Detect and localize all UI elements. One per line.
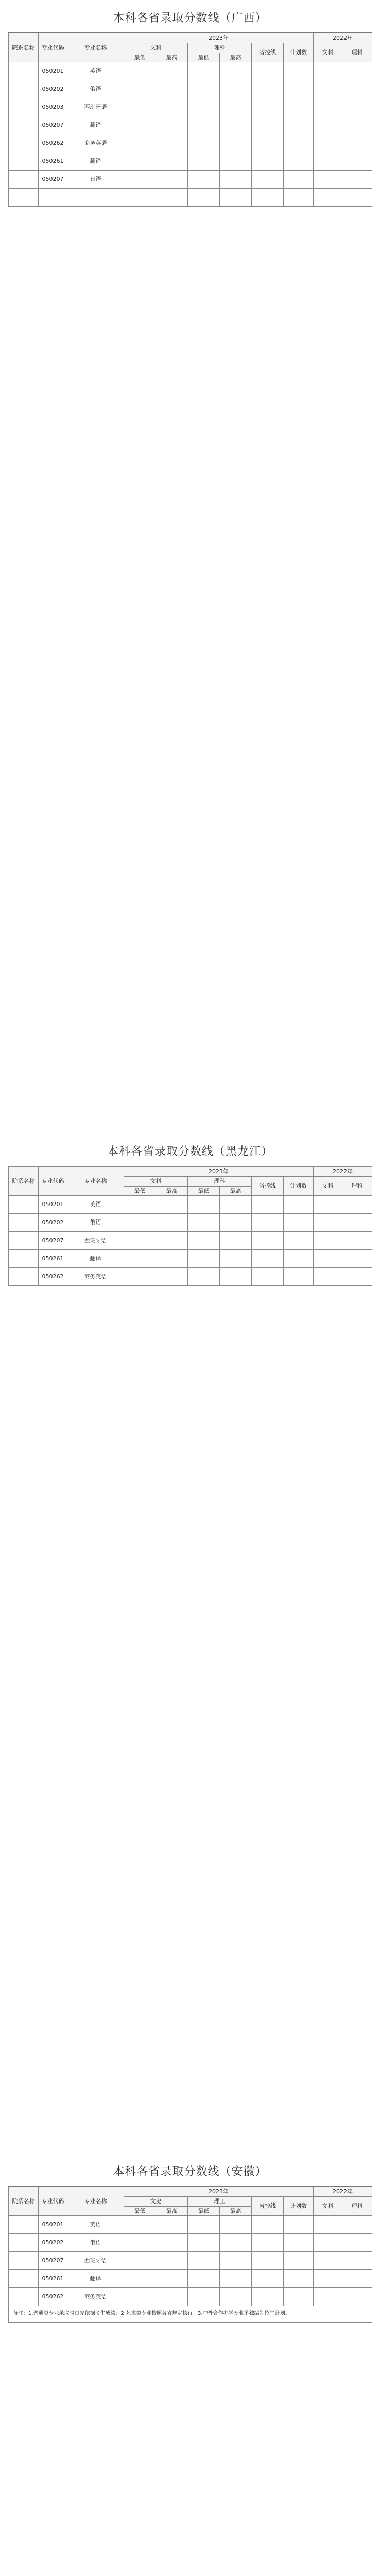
table-row xyxy=(9,171,372,189)
header-college: 院系名称 xyxy=(9,1167,39,1196)
score-cell xyxy=(252,1268,284,1286)
table-row xyxy=(9,80,372,98)
score-cell xyxy=(252,152,284,171)
score-cell xyxy=(156,2270,188,2288)
major-cell: 西班牙语 xyxy=(67,1232,124,1250)
header-li-highest: 最高 xyxy=(220,53,252,62)
document-anhui xyxy=(0,2154,380,2323)
header-wen-highest: 最高 xyxy=(156,1186,188,1196)
empty-cell xyxy=(342,2234,372,2252)
score-cell xyxy=(188,1214,220,1232)
score-cell xyxy=(188,189,220,207)
major-cell: 商务英语 xyxy=(67,1268,124,1286)
score-cell xyxy=(124,2216,156,2234)
score-cell xyxy=(188,2234,220,2252)
score-cell xyxy=(124,189,156,207)
college-cell xyxy=(9,2234,39,2252)
table-row xyxy=(9,2216,372,2234)
major-cell: 商务英语 xyxy=(67,2288,124,2306)
empty-cell xyxy=(342,189,372,207)
score-cell xyxy=(156,98,188,116)
score-cell xyxy=(284,62,314,80)
header-year-main: 2023年 xyxy=(124,1167,314,1177)
major-cell: 英语 xyxy=(67,1196,124,1214)
score-cell xyxy=(220,2288,252,2306)
score-cell xyxy=(220,62,252,80)
major-cell: 翻译 xyxy=(67,1250,124,1268)
score-cell xyxy=(188,2216,220,2234)
score-table xyxy=(8,1166,372,1286)
empty-cell xyxy=(342,1196,372,1214)
header-li-highest: 最高 xyxy=(220,2206,252,2216)
empty-cell xyxy=(342,116,372,134)
score-cell xyxy=(124,80,156,98)
header-li-lowest: 最低 xyxy=(188,1186,220,1196)
score-cell xyxy=(284,1196,314,1214)
header-control: 省控线 xyxy=(252,2196,284,2216)
header-plan: 计划数 xyxy=(284,43,314,62)
score-cell xyxy=(252,2234,284,2252)
empty-cell xyxy=(342,1214,372,1232)
score-cell xyxy=(220,1250,252,1268)
score-cell xyxy=(314,171,342,189)
empty-cell xyxy=(342,171,372,189)
major-cell: 西班牙语 xyxy=(67,98,124,116)
code-cell: 050203 xyxy=(39,98,67,116)
major-cell: 商务英语 xyxy=(67,134,124,152)
header-wen-lowest: 最低 xyxy=(124,2206,156,2216)
major-cell xyxy=(67,189,124,207)
document-guangxi xyxy=(0,0,380,207)
score-cell xyxy=(252,2216,284,2234)
score-cell xyxy=(252,1232,284,1250)
major-cell: 翻译 xyxy=(67,2270,124,2288)
score-table xyxy=(8,33,372,207)
document-title: 本科各省录取分数线（黑龙江） xyxy=(107,1145,273,1158)
major-cell: 英语 xyxy=(67,2216,124,2234)
table-row xyxy=(9,1250,372,1268)
score-cell xyxy=(124,2234,156,2252)
score-cell xyxy=(188,62,220,80)
score-cell xyxy=(252,189,284,207)
code-cell: 050262 xyxy=(39,134,67,152)
header-wen-highest: 最高 xyxy=(156,2206,188,2216)
header-prev-li: 理科 xyxy=(342,1176,372,1196)
header-college: 院系名称 xyxy=(9,2187,39,2216)
score-cell xyxy=(252,80,284,98)
header-year-prev: 2022年 xyxy=(314,33,372,43)
empty-cell xyxy=(342,152,372,171)
score-cell xyxy=(252,2252,284,2270)
header-plan: 计划数 xyxy=(284,1176,314,1196)
table-row xyxy=(9,98,372,116)
score-cell xyxy=(314,2270,342,2288)
major-cell: 俄语 xyxy=(67,1214,124,1232)
score-cell xyxy=(188,1250,220,1268)
score-cell xyxy=(284,2288,314,2306)
header-prev-li: 理科 xyxy=(342,43,372,62)
header-li: 理科 xyxy=(188,1176,252,1186)
header-plan: 计划数 xyxy=(284,2196,314,2216)
document-title: 本科各省录取分数线（广西） xyxy=(113,12,267,25)
score-cell xyxy=(220,2216,252,2234)
score-cell xyxy=(284,2252,314,2270)
score-cell xyxy=(188,134,220,152)
score-cell xyxy=(156,171,188,189)
college-cell xyxy=(9,189,39,207)
code-cell: 050261 xyxy=(39,2270,67,2288)
score-cell xyxy=(252,98,284,116)
score-cell xyxy=(188,80,220,98)
code-cell: 050261 xyxy=(39,152,67,171)
header-li-lowest: 最低 xyxy=(188,53,220,62)
score-cell xyxy=(188,152,220,171)
header-li-highest: 最高 xyxy=(220,1186,252,1196)
table-body xyxy=(9,1196,372,1286)
empty-cell xyxy=(342,1250,372,1268)
college-cell xyxy=(9,2216,39,2234)
score-cell xyxy=(124,1268,156,1286)
major-cell: 俄语 xyxy=(67,80,124,98)
college-cell xyxy=(9,1214,39,1232)
code-cell: 050207 xyxy=(39,116,67,134)
empty-cell xyxy=(342,62,372,80)
score-cell xyxy=(314,152,342,171)
score-cell xyxy=(314,1250,342,1268)
score-cell xyxy=(220,134,252,152)
score-cell xyxy=(220,2270,252,2288)
score-cell xyxy=(124,152,156,171)
major-cell: 翻译 xyxy=(67,116,124,134)
table-row xyxy=(9,2234,372,2252)
score-cell xyxy=(156,134,188,152)
score-cell xyxy=(156,1232,188,1250)
college-cell xyxy=(9,116,39,134)
major-cell: 日语 xyxy=(67,171,124,189)
score-cell xyxy=(252,116,284,134)
table-row xyxy=(9,1268,372,1286)
table-row xyxy=(9,2288,372,2306)
score-cell xyxy=(220,2252,252,2270)
score-cell xyxy=(314,116,342,134)
header-year-prev: 2022年 xyxy=(314,2187,372,2197)
code-cell: 050202 xyxy=(39,80,67,98)
header-name: 专业名称 xyxy=(67,2187,124,2216)
score-cell xyxy=(124,2288,156,2306)
college-cell xyxy=(9,134,39,152)
major-cell: 俄语 xyxy=(67,2234,124,2252)
code-cell: 050202 xyxy=(39,1214,67,1232)
college-cell xyxy=(9,2252,39,2270)
code-cell: 050202 xyxy=(39,2234,67,2252)
header-prev-li: 理科 xyxy=(342,2196,372,2216)
score-cell xyxy=(284,2270,314,2288)
header-prev-wen: 文科 xyxy=(314,1176,342,1196)
score-cell xyxy=(314,80,342,98)
header-name: 专业名称 xyxy=(67,33,124,62)
document-heilongjiang xyxy=(0,1133,380,1286)
score-cell xyxy=(124,98,156,116)
score-cell xyxy=(156,152,188,171)
score-cell xyxy=(156,2234,188,2252)
score-table xyxy=(8,2187,372,2323)
college-cell xyxy=(9,152,39,171)
score-cell xyxy=(220,116,252,134)
header-li: 理工 xyxy=(188,2196,252,2206)
code-cell: 050261 xyxy=(39,1250,67,1268)
score-cell xyxy=(188,1196,220,1214)
score-cell xyxy=(252,1250,284,1268)
score-cell xyxy=(252,134,284,152)
college-cell xyxy=(9,98,39,116)
header-code: 专业代码 xyxy=(39,2187,67,2216)
college-cell xyxy=(9,1232,39,1250)
score-cell xyxy=(124,1232,156,1250)
college-cell xyxy=(9,1268,39,1286)
score-cell xyxy=(220,80,252,98)
score-cell xyxy=(220,2234,252,2252)
header-wen: 文科 xyxy=(124,1176,188,1186)
score-cell xyxy=(314,1232,342,1250)
score-cell xyxy=(124,1196,156,1214)
score-cell xyxy=(156,116,188,134)
score-cell xyxy=(124,2252,156,2270)
score-cell xyxy=(156,1268,188,1286)
code-cell: 050207 xyxy=(39,171,67,189)
college-cell xyxy=(9,2288,39,2306)
score-table-sheet xyxy=(8,32,372,207)
score-cell xyxy=(314,2288,342,2306)
header-li: 理科 xyxy=(188,43,252,53)
score-cell xyxy=(220,1214,252,1232)
score-cell xyxy=(252,1214,284,1232)
header-wen-lowest: 最低 xyxy=(124,1186,156,1196)
score-cell xyxy=(124,116,156,134)
score-cell xyxy=(156,1214,188,1232)
empty-cell xyxy=(342,80,372,98)
score-cell xyxy=(156,2216,188,2234)
table-row xyxy=(9,1196,372,1214)
table-body xyxy=(9,62,372,207)
major-cell: 英语 xyxy=(67,62,124,80)
score-cell xyxy=(314,62,342,80)
empty-cell xyxy=(342,134,372,152)
score-cell xyxy=(124,171,156,189)
score-cell xyxy=(252,2270,284,2288)
score-cell xyxy=(188,2270,220,2288)
score-cell xyxy=(314,1214,342,1232)
table-row xyxy=(9,62,372,80)
document-title: 本科各省录取分数线（安徽） xyxy=(113,2165,267,2178)
score-cell xyxy=(220,98,252,116)
score-cell xyxy=(284,116,314,134)
code-cell xyxy=(39,189,67,207)
score-cell xyxy=(156,62,188,80)
score-cell xyxy=(124,62,156,80)
empty-cell xyxy=(342,1268,372,1286)
score-cell xyxy=(284,152,314,171)
score-cell xyxy=(284,1232,314,1250)
score-cell xyxy=(314,134,342,152)
score-cell xyxy=(220,1196,252,1214)
college-cell xyxy=(9,62,39,80)
score-cell xyxy=(314,2216,342,2234)
score-cell xyxy=(284,189,314,207)
table-row xyxy=(9,134,372,152)
empty-cell xyxy=(342,2216,372,2234)
score-cell xyxy=(314,2252,342,2270)
header-wen: 文史 xyxy=(124,2196,188,2206)
score-cell xyxy=(124,1250,156,1268)
score-cell xyxy=(156,2288,188,2306)
code-cell: 050262 xyxy=(39,2288,67,2306)
score-cell xyxy=(188,171,220,189)
score-cell xyxy=(220,189,252,207)
notes: 备注：1.普通类专业录取时首先依据考生成绩；2.艺术类专业按照各省规定执行；3.中外合作办学专业单独编制招生计划。 xyxy=(9,2306,372,2323)
college-cell xyxy=(9,1250,39,1268)
score-cell xyxy=(284,80,314,98)
score-cell xyxy=(124,1214,156,1232)
score-cell xyxy=(156,1250,188,1268)
score-cell xyxy=(156,1196,188,1214)
score-cell xyxy=(220,1232,252,1250)
table-body xyxy=(9,2216,372,2306)
code-cell: 050201 xyxy=(39,1196,67,1214)
score-cell xyxy=(188,1232,220,1250)
score-cell xyxy=(284,1250,314,1268)
score-table-sheet xyxy=(8,2186,372,2323)
score-cell xyxy=(252,2288,284,2306)
header-control: 省控线 xyxy=(252,43,284,62)
score-cell xyxy=(156,80,188,98)
header-code: 专业代码 xyxy=(39,33,67,62)
score-cell xyxy=(284,2216,314,2234)
score-cell xyxy=(252,62,284,80)
header-college: 院系名称 xyxy=(9,33,39,62)
score-cell xyxy=(284,98,314,116)
college-cell xyxy=(9,80,39,98)
score-cell xyxy=(314,1268,342,1286)
header-prev-wen: 文科 xyxy=(314,2196,342,2216)
table-row xyxy=(9,1214,372,1232)
header-wen: 文科 xyxy=(124,43,188,53)
table-row xyxy=(9,152,372,171)
header-year-prev: 2022年 xyxy=(314,1167,372,1177)
score-cell xyxy=(314,1196,342,1214)
table-row xyxy=(9,2270,372,2288)
score-cell xyxy=(284,1214,314,1232)
score-cell xyxy=(124,2270,156,2288)
score-cell xyxy=(314,2234,342,2252)
empty-cell xyxy=(342,2270,372,2288)
table-row xyxy=(9,2252,372,2270)
table-row xyxy=(9,1232,372,1250)
empty-cell xyxy=(342,2288,372,2306)
score-cell xyxy=(188,2252,220,2270)
major-cell: 西班牙语 xyxy=(67,2252,124,2270)
score-cell xyxy=(284,1268,314,1286)
college-cell xyxy=(9,2270,39,2288)
score-cell xyxy=(188,1268,220,1286)
score-cell xyxy=(156,189,188,207)
score-cell xyxy=(188,98,220,116)
score-cell xyxy=(284,134,314,152)
score-cell xyxy=(284,171,314,189)
score-cell xyxy=(220,1268,252,1286)
header-code: 专业代码 xyxy=(39,1167,67,1196)
header-year-main: 2023年 xyxy=(124,33,314,43)
score-cell xyxy=(252,1196,284,1214)
code-cell: 050201 xyxy=(39,2216,67,2234)
header-year-main: 2023年 xyxy=(124,2187,314,2197)
header-name: 专业名称 xyxy=(67,1167,124,1196)
college-cell xyxy=(9,171,39,189)
score-cell xyxy=(314,189,342,207)
score-cell xyxy=(156,2252,188,2270)
code-cell: 050201 xyxy=(39,62,67,80)
score-cell xyxy=(188,2288,220,2306)
header-prev-wen: 文科 xyxy=(314,43,342,62)
table-row xyxy=(9,189,372,207)
table-row xyxy=(9,116,372,134)
code-cell: 050262 xyxy=(39,1268,67,1286)
empty-cell xyxy=(342,98,372,116)
empty-cell xyxy=(342,2252,372,2270)
major-cell: 翻译 xyxy=(67,152,124,171)
code-cell: 050207 xyxy=(39,2252,67,2270)
score-cell xyxy=(284,2234,314,2252)
header-control: 省控线 xyxy=(252,1176,284,1196)
college-cell xyxy=(9,1196,39,1214)
score-cell xyxy=(124,134,156,152)
score-cell xyxy=(314,98,342,116)
score-cell xyxy=(252,171,284,189)
empty-cell xyxy=(342,1232,372,1250)
score-cell xyxy=(188,116,220,134)
header-wen-highest: 最高 xyxy=(156,53,188,62)
header-li-lowest: 最低 xyxy=(188,2206,220,2216)
score-cell xyxy=(220,171,252,189)
header-wen-lowest: 最低 xyxy=(124,53,156,62)
code-cell: 050207 xyxy=(39,1232,67,1250)
score-table-sheet xyxy=(8,1166,372,1286)
score-cell xyxy=(220,152,252,171)
